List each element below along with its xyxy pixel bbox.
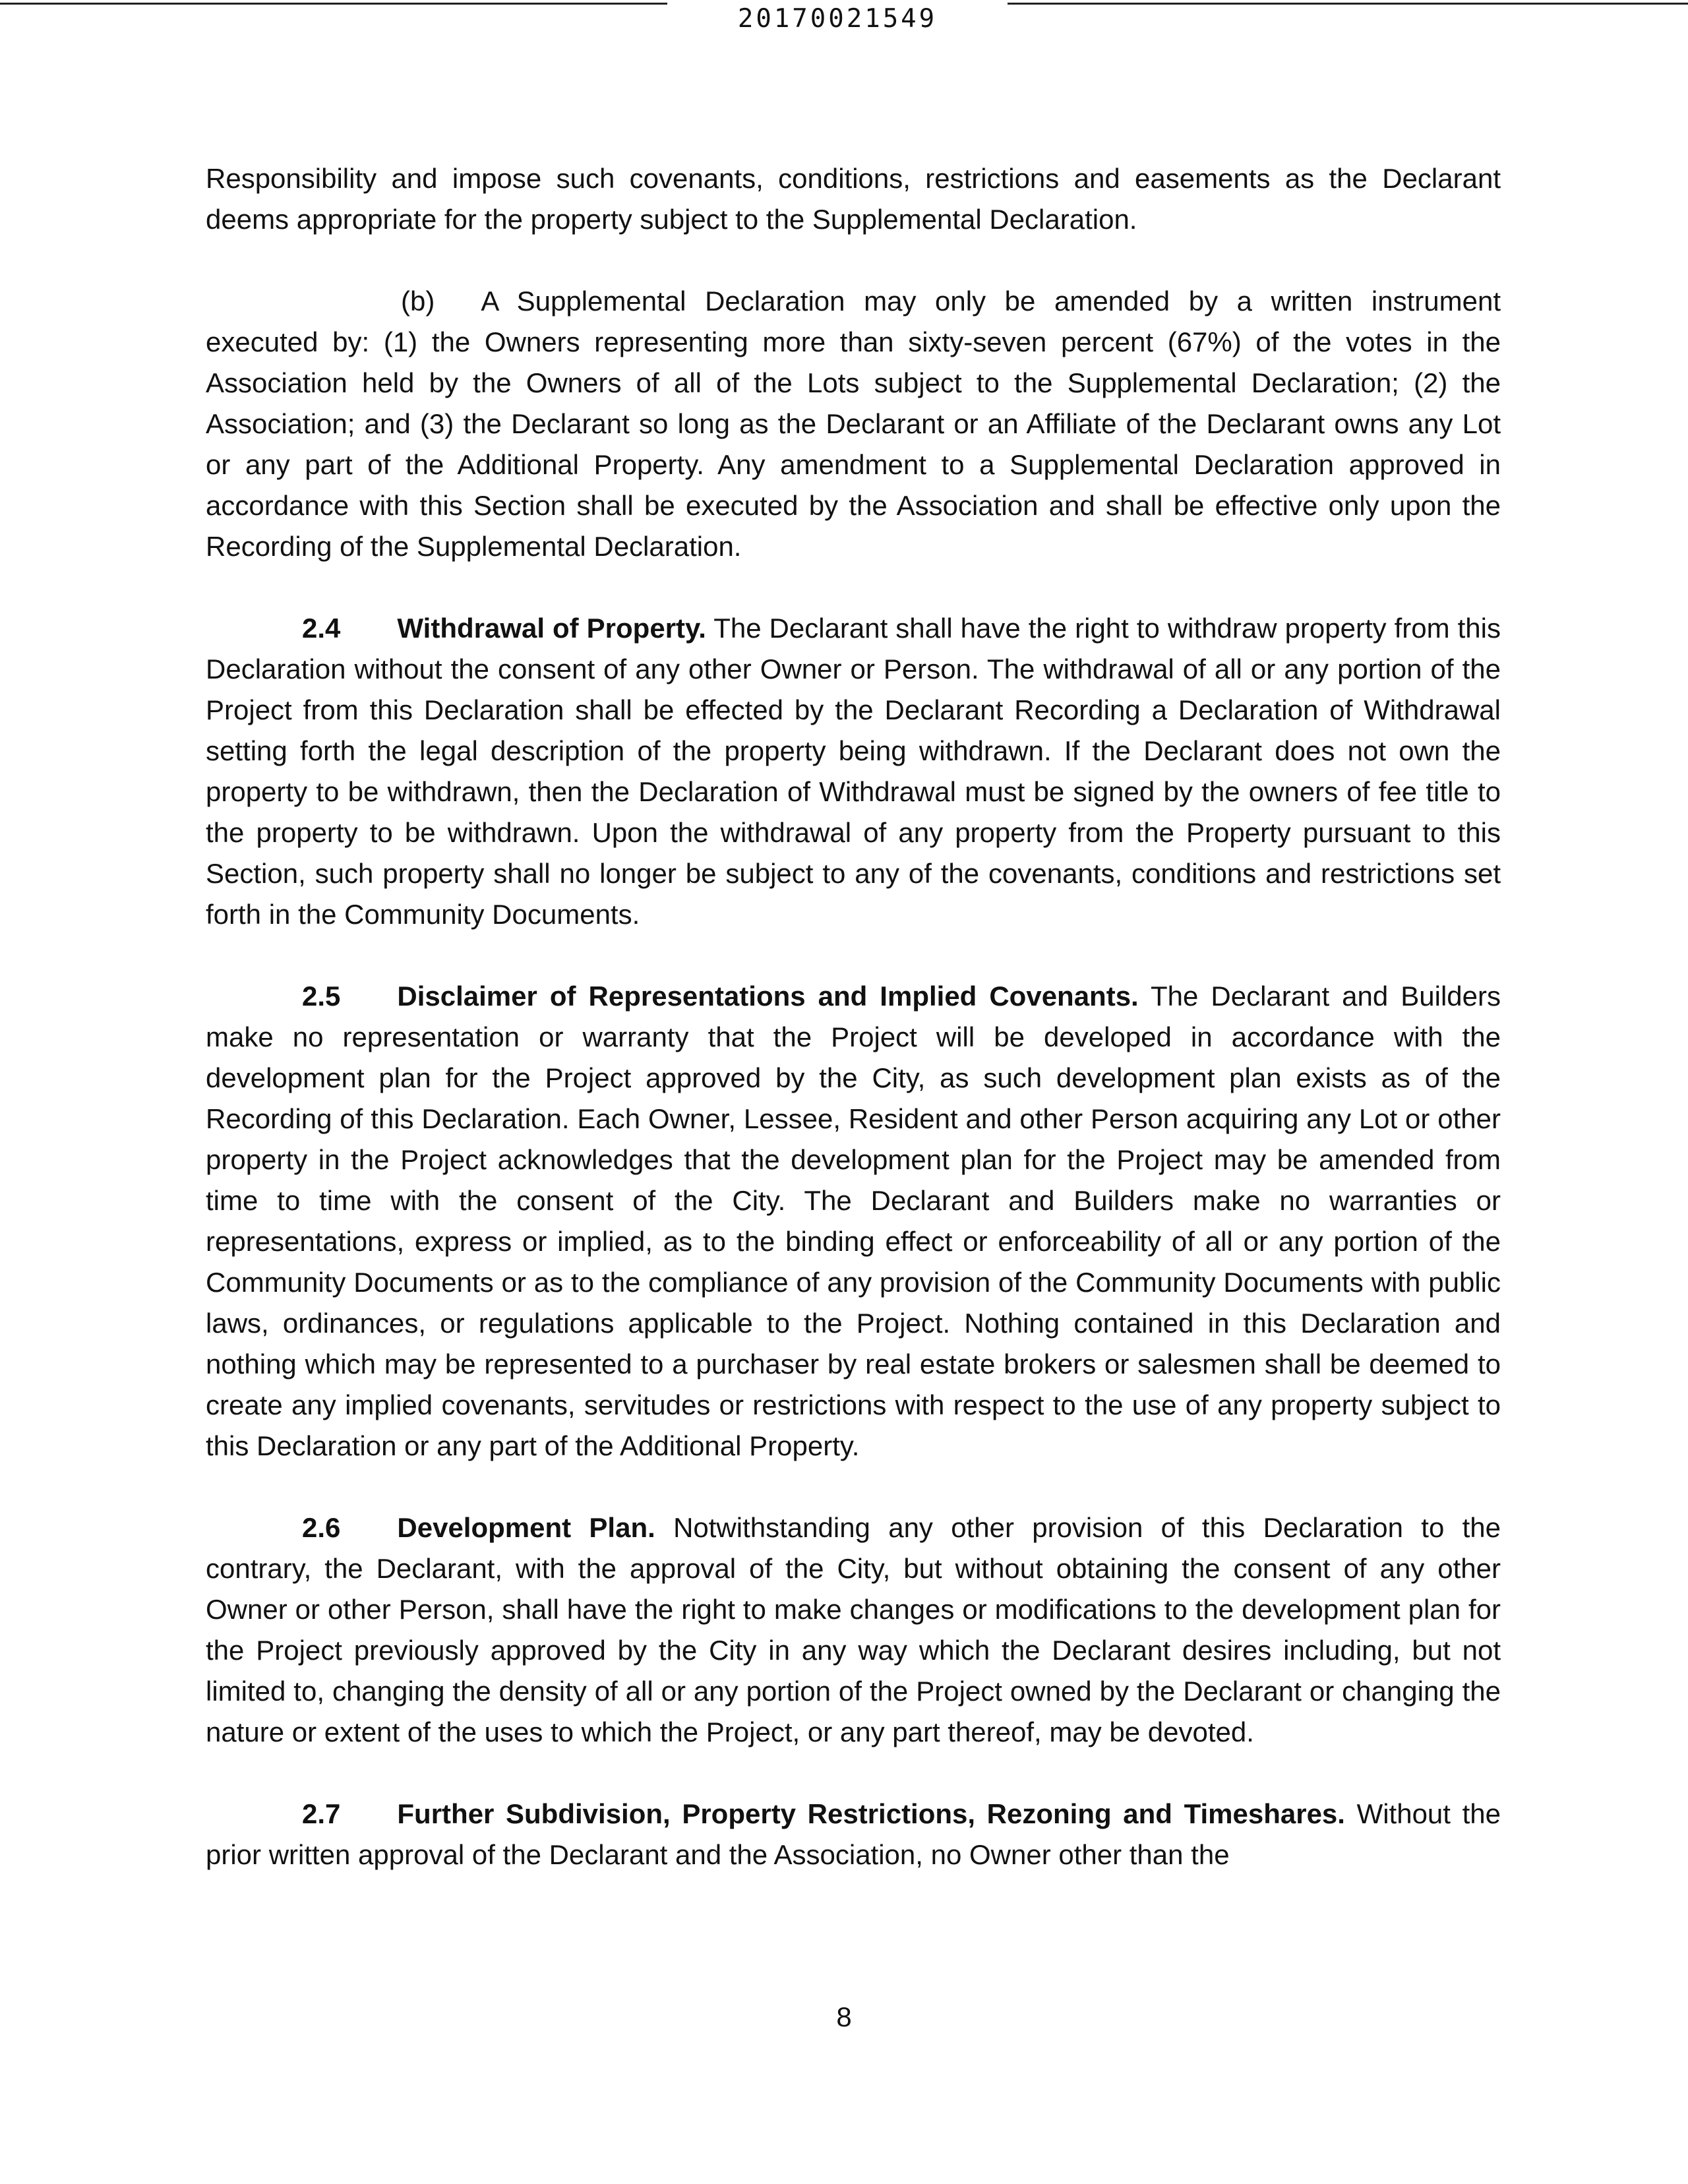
section-text: Without the prior written approval of the Declarant and the Association, no Owner other than the bbox=[206, 1798, 1501, 1870]
section-text: The Declarant shall have the right to withdraw property from this Declaration without the consent of any other Owner or Person. The withdrawal of all or any portion of the Project from this Declaration shall be effected by the Declarant Recording a Declaration of Withdrawal setting forth the legal description of the property being withdrawn. If the Declarant does not own the property to be withdrawn, then the Declaration of Withdrawal must be signed by the owners of fee title to the property to be withdrawn. Upon the withdrawal of any property from the Property pursuant to this Section, such property shall no longer be subject to any of the covenants, conditions and restrictions set forth in the Community Documents. bbox=[206, 613, 1501, 930]
subparagraph-text: A Supplemental Declaration may only be amended by a written instrument executed by: (1) the Owners representing more than sixty-seven percent (67%) of the votes in the Association held by the Owners of all of the Lots subject to the Supplemental Declaration; (2) the Association; and (3) the Declarant so long as the Declarant or an Affiliate of the Declarant owns any Lot or any part of the Additional Property. Any amendment to a Supplemental Declaration approved in accordance with this Section shall be executed by the Association and shall be effective only upon the Recording of the Supplemental Declaration. bbox=[206, 286, 1501, 562]
section-title: Further Subdivision, Property Restrictions, Rezoning and Timeshares. bbox=[397, 1798, 1345, 1829]
subparagraph-label: (b) bbox=[401, 286, 435, 317]
page-number: 8 bbox=[836, 2001, 852, 2032]
section-2-6 bbox=[206, 1507, 1501, 1753]
section-2-5 bbox=[206, 976, 1501, 1467]
section-title: Disclaimer of Representations and Implied Covenants. bbox=[397, 981, 1139, 1012]
header-rule-left bbox=[0, 3, 667, 5]
section-text: Notwithstanding any other provision of this Declaration to the contrary, the Declarant, with the approval of the City, but without obtaining the consent of any other Owner or other Person, shall have the right to make changes or modifications to the development plan for the Project previously approved by the City in any way which the Declarant desires including, but not limited to, changing the density of all or any portion of the Project owned by the Declarant or changing the nature or extent of the uses to which the Project, or any part thereof, may be devoted. bbox=[206, 1512, 1501, 1747]
section-number: 2.6 bbox=[302, 1512, 341, 1543]
subparagraph-b bbox=[206, 281, 1501, 567]
header-rule-right bbox=[1008, 3, 1688, 5]
section-text: The Declarant and Builders make no representation or warranty that the Project will be developed in accordance with the development plan for the Project approved by the City, as such development plan exists as of the Recording of this Declaration. Each Owner, Lessee, Resident and other Person acquiring any Lot or other property in the Project acknowledges that the development plan for the Project may be amended from time to time with the consent of the City. The Declarant and Builders make no warranties or representations, express or implied, as to the binding effect or enforceability of all or any portion of the Community Documents or as to the compliance of any provision of the Community Documents with public laws, ordinances, or regulations applicable to the Project. Nothing contained in this Declaration and nothing which may be represented to a purchaser by real estate brokers or salesmen shall be deemed to create any implied covenants, servitudes or restrictions with respect to the use of any property subject to this Declaration or any part of the Additional Property. bbox=[206, 981, 1501, 1461]
paragraph-continuation bbox=[206, 158, 1501, 240]
section-title: Development Plan. bbox=[397, 1512, 655, 1543]
document-body bbox=[206, 158, 1501, 1875]
section-number: 2.5 bbox=[302, 981, 341, 1012]
document-number: 20170021549 bbox=[737, 4, 938, 34]
section-number: 2.4 bbox=[302, 613, 341, 644]
paragraph-text: Responsibility and impose such covenants, conditions, restrictions and easements as the Declarant deems appropriate for the property subject to the Supplemental Declaration. bbox=[206, 163, 1501, 235]
section-number: 2.7 bbox=[302, 1798, 341, 1829]
section-2-7 bbox=[206, 1794, 1501, 1875]
section-title: Withdrawal of Property. bbox=[397, 613, 706, 644]
document-header bbox=[0, 0, 1688, 46]
section-2-4 bbox=[206, 608, 1501, 935]
